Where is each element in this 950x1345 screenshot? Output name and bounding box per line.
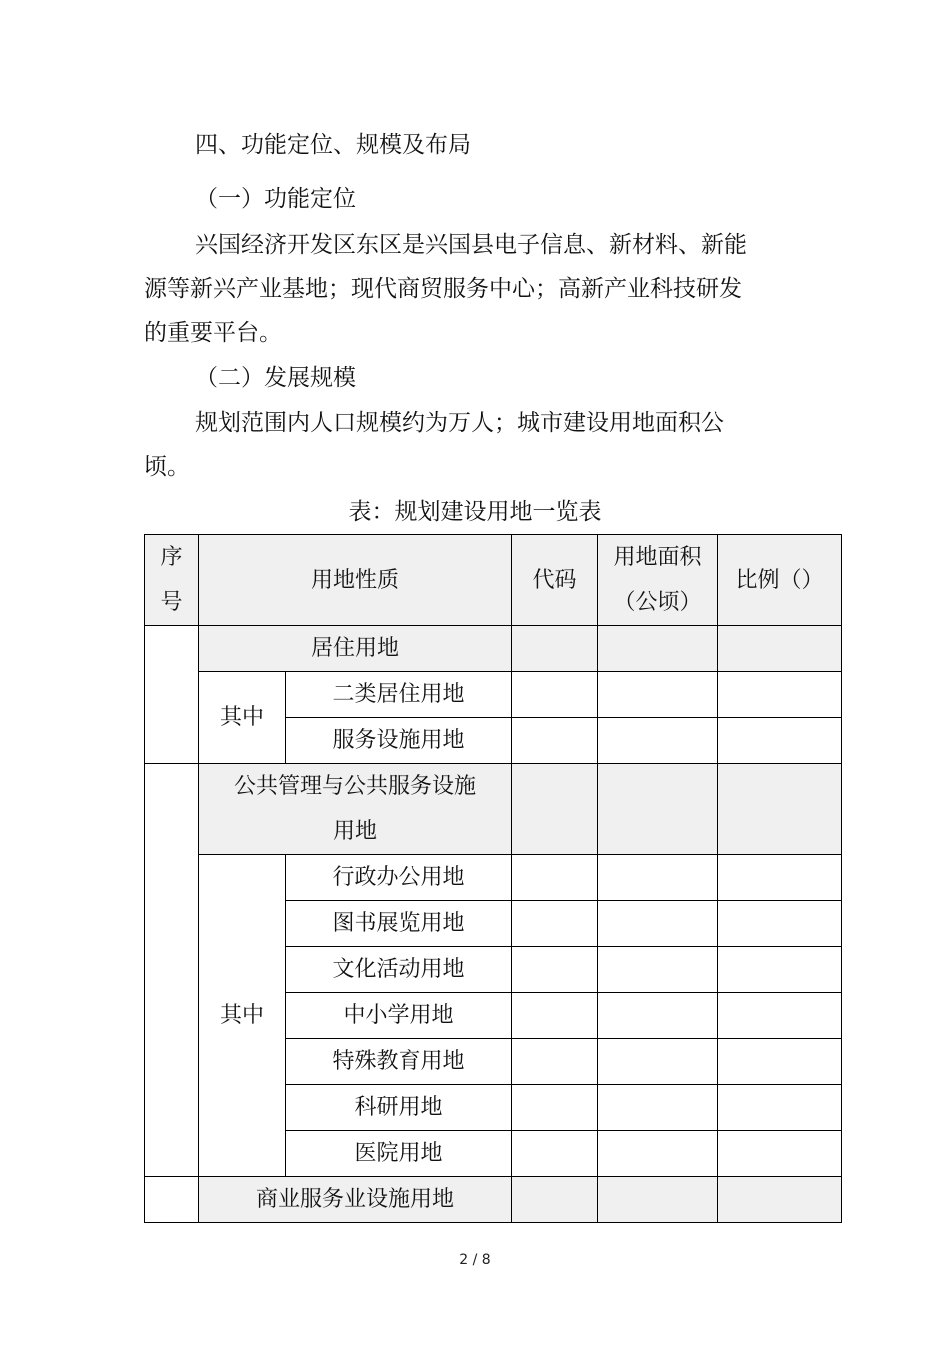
subgroup-label: 其中: [199, 672, 286, 764]
area-cell: [598, 672, 718, 718]
ratio-cell: [718, 993, 842, 1039]
ratio-cell: [718, 672, 842, 718]
item-label: 中小学用地: [286, 993, 512, 1039]
item-label: 二类居住用地: [286, 672, 512, 718]
subheading-scale: （二）发展规模: [195, 365, 356, 391]
ratio-cell: [718, 1131, 842, 1177]
table-row: [145, 626, 842, 672]
area-cell: [598, 947, 718, 993]
area-cell: [598, 626, 718, 672]
area-cell: [598, 718, 718, 764]
item-label: 图书展览用地: [286, 901, 512, 947]
area-cell: [598, 855, 718, 901]
header-ratio: 比例（）: [718, 535, 842, 626]
ratio-cell: [718, 947, 842, 993]
code-cell: [512, 947, 598, 993]
ratio-cell: [718, 764, 842, 855]
area-cell: [598, 993, 718, 1039]
table-row: [145, 1177, 842, 1223]
code-cell: [512, 718, 598, 764]
ratio-cell: [718, 1085, 842, 1131]
table-caption: 表：规划建设用地一览表: [348, 499, 602, 525]
code-cell: [512, 1131, 598, 1177]
table-row: [145, 672, 842, 718]
code-cell: [512, 764, 598, 855]
code-cell: [512, 993, 598, 1039]
category-residential: 居住用地: [199, 626, 512, 672]
page-number: 2 / 8: [459, 1252, 491, 1268]
item-label: 特殊教育用地: [286, 1039, 512, 1085]
area-cell: [598, 901, 718, 947]
code-cell: [512, 1177, 598, 1223]
area-cell: [598, 1085, 718, 1131]
ratio-cell: [718, 626, 842, 672]
item-label: 文化活动用地: [286, 947, 512, 993]
section-heading: 四、功能定位、规模及布局: [195, 132, 471, 158]
item-label: 服务设施用地: [286, 718, 512, 764]
area-cell: [598, 1131, 718, 1177]
subgroup-label: 其中: [199, 855, 286, 1177]
area-cell: [598, 1039, 718, 1085]
paragraph-function-line-2: 源等新兴产业基地；现代商贸服务中心；高新产业科技研发: [144, 276, 742, 302]
code-cell: [512, 855, 598, 901]
land-use-table: [144, 534, 842, 1223]
item-label: 行政办公用地: [286, 855, 512, 901]
item-label: 科研用地: [286, 1085, 512, 1131]
paragraph-function-line-3: 的重要平台。: [144, 320, 282, 346]
ratio-cell: [718, 718, 842, 764]
code-cell: [512, 672, 598, 718]
code-cell: [512, 1039, 598, 1085]
ratio-cell: [718, 1177, 842, 1223]
ratio-cell: [718, 901, 842, 947]
header-code: 代码: [512, 535, 598, 626]
table-row: [145, 764, 842, 855]
ratio-cell: [718, 855, 842, 901]
header-seq: 序 号: [145, 535, 199, 626]
item-label: 医院用地: [286, 1131, 512, 1177]
header-area: 用地面积 （公顷）: [598, 535, 718, 626]
seq-cell: [145, 626, 199, 764]
area-cell: [598, 764, 718, 855]
paragraph-scale-line-2: 顷。: [144, 454, 190, 480]
category-public-service: 公共管理与公共服务设施 用地: [199, 764, 512, 855]
paragraph-scale-line-1: 规划范围内人口规模约为万人；城市建设用地面积公: [195, 410, 724, 436]
code-cell: [512, 1085, 598, 1131]
seq-cell: [145, 764, 199, 1177]
header-land-type: 用地性质: [199, 535, 512, 626]
category-commercial: 商业服务业设施用地: [199, 1177, 512, 1223]
paragraph-function-line-1: 兴国经济开发区东区是兴国县电子信息、新材料、新能: [195, 232, 747, 258]
seq-cell: [145, 1177, 199, 1223]
code-cell: [512, 626, 598, 672]
table-header-row: [145, 535, 842, 626]
table-row: [145, 855, 842, 901]
ratio-cell: [718, 1039, 842, 1085]
code-cell: [512, 901, 598, 947]
area-cell: [598, 1177, 718, 1223]
subheading-function: （一）功能定位: [195, 186, 356, 212]
